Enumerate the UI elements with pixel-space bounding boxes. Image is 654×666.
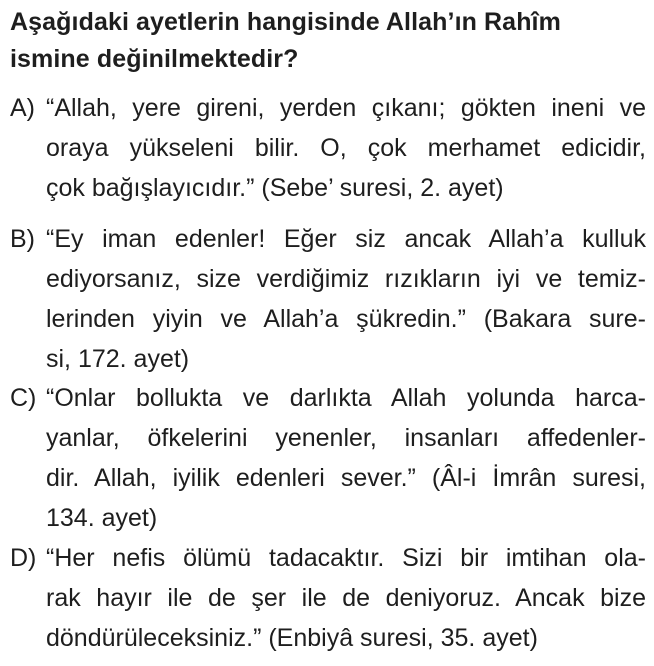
option-line: si, 172. ayet) bbox=[46, 345, 190, 373]
question-stem bbox=[10, 4, 646, 78]
option-line: “Her nefis ölümü tadacaktır. Sizi bir imtihan ola- bbox=[46, 544, 646, 572]
option-b-letter: B) bbox=[10, 225, 35, 253]
option-line: çok bağışlayıcıdır.” (Sebe’ suresi, 2. ayet) bbox=[46, 174, 504, 202]
option-line: 134. ayet) bbox=[46, 504, 158, 532]
option-d-letter: D) bbox=[10, 544, 37, 572]
option-line: “Onlar bollukta ve darlıkta Allah yolunda harca- bbox=[46, 384, 646, 412]
option-line: “Allah, yere gireni, yerden çıkanı; gökten ineni ve bbox=[46, 94, 646, 122]
option-line: ediyorsanız, size verdiğimiz rızıkların iyi ve temiz- bbox=[46, 265, 646, 293]
option-c-text bbox=[46, 378, 646, 538]
question-line: ismine değinilmektedir? bbox=[10, 45, 299, 73]
option-c-letter: C) bbox=[10, 384, 37, 412]
option-b-text bbox=[46, 219, 646, 379]
option-line: dir. Allah, iyilik edenleri sever.” (Âl-i İmrân suresi, bbox=[46, 464, 646, 492]
option-line: oraya yükseleni bilir. O, çok merhamet edicidir, bbox=[46, 134, 646, 162]
option-line: yanlar, öfkelerini yenenler, insanları affedenler- bbox=[46, 424, 646, 452]
option-line: “Ey iman edenler! Eğer siz ancak Allah’a kulluk bbox=[46, 225, 646, 253]
question-line: Aşağıdaki ayetlerin hangisinde Allah’ın Rahîm bbox=[10, 8, 561, 36]
option-d-text bbox=[46, 538, 646, 658]
option-line: döndürüleceksiniz.” (Enbiyâ suresi, 35. ayet) bbox=[46, 624, 538, 652]
option-a-text bbox=[46, 88, 646, 208]
option-a-letter: A) bbox=[10, 94, 35, 122]
option-line: lerinden yiyin ve Allah’a şükredin.” (Bakara sure- bbox=[46, 305, 646, 333]
option-line: rak hayır ile de şer ile de deniyoruz. Ancak bize bbox=[46, 584, 646, 612]
